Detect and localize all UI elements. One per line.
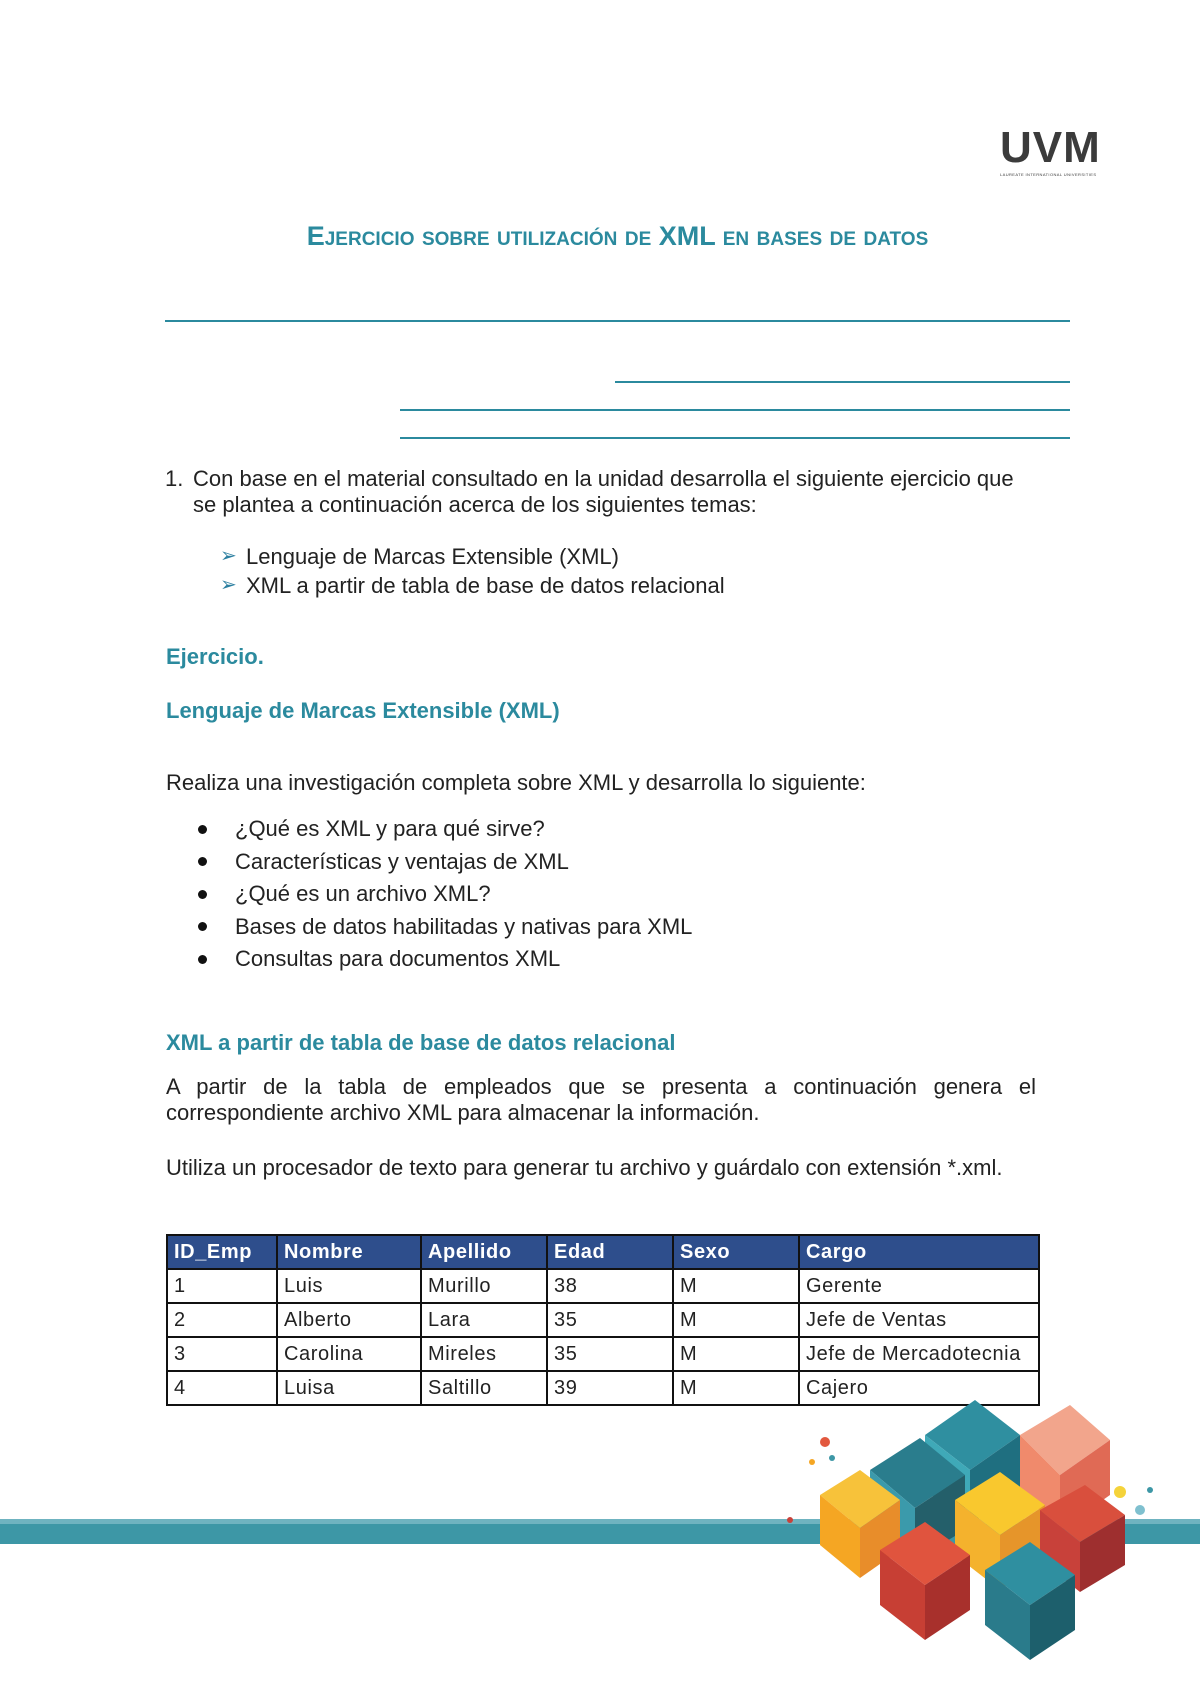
column-header: ID_Emp — [167, 1235, 277, 1269]
intro-line1: Con base en el material consultado en la unidad desarrolla el siguiente ejercicio que — [193, 466, 1014, 491]
section2-paragraph-1: A partir de la tabla de empleados que se presenta a continuación genera el correspondiente archivo XML para almacenar la información. — [166, 1074, 1036, 1125]
bullet-icon — [198, 922, 207, 931]
table-cell: 2 — [167, 1303, 277, 1337]
table-cell: Jefe de Ventas — [799, 1303, 1039, 1337]
table-cell: M — [673, 1269, 799, 1303]
blank-line-1 — [615, 381, 1070, 383]
section1-list — [198, 813, 692, 976]
table-cell: Mireles — [421, 1337, 547, 1371]
list-item: ➢ XML a partir de tabla de base de datos relacional — [220, 573, 725, 598]
table-row — [167, 1303, 1039, 1337]
table-cell: Murillo — [421, 1269, 547, 1303]
table-cell: Luis — [277, 1269, 421, 1303]
employees-table — [166, 1234, 1040, 1406]
table-cell: 38 — [547, 1269, 673, 1303]
column-header: Edad — [547, 1235, 673, 1269]
table-cell: Jefe de Mercadotecnia — [799, 1337, 1039, 1371]
intro-line2: se plantea a continuación acerca de los siguientes temas: — [193, 492, 757, 517]
table-cell: Luisa — [277, 1371, 421, 1405]
footer-decoration — [0, 1400, 1200, 1696]
table-row — [167, 1269, 1039, 1303]
bullet-icon — [198, 890, 207, 899]
document-title: Ejercicio sobre utilización de XML en bases de datos — [306, 221, 929, 251]
intro-number: 1. — [165, 466, 184, 491]
table-cell: M — [673, 1303, 799, 1337]
table-cell: M — [673, 1371, 799, 1405]
section2-heading: XML a partir de tabla de base de datos relacional — [166, 1030, 676, 1055]
logo-text: UVM — [1000, 123, 1101, 172]
column-header: Apellido — [421, 1235, 547, 1269]
bullet-icon — [198, 825, 207, 834]
exercise-heading: Ejercicio. — [166, 644, 264, 669]
table-cell: Gerente — [799, 1269, 1039, 1303]
table-cell: 1 — [167, 1269, 277, 1303]
list-item: ¿Qué es un archivo XML? — [198, 878, 692, 911]
section2-paragraph-2: Utiliza un procesador de texto para generar tu archivo y guárdalo con extensión *.xml. — [166, 1155, 1003, 1180]
arrow-bullet-icon: ➢ — [220, 545, 237, 567]
table-cell: M — [673, 1337, 799, 1371]
blank-line-2 — [400, 409, 1070, 411]
column-header: Nombre — [277, 1235, 421, 1269]
list-item: ¿Qué es XML y para qué sirve? — [198, 813, 692, 846]
table-cell: 3 — [167, 1337, 277, 1371]
list-item: ➢ Lenguaje de Marcas Extensible (XML) — [220, 544, 619, 569]
table-header-row — [167, 1235, 1039, 1269]
table-row — [167, 1337, 1039, 1371]
table-cell: 4 — [167, 1371, 277, 1405]
title-rule — [165, 320, 1070, 322]
list-item: Bases de datos habilitadas y nativas para XML — [198, 911, 692, 944]
table-cell: 35 — [547, 1337, 673, 1371]
table-cell: 39 — [547, 1371, 673, 1405]
cube-cluster — [820, 1400, 1125, 1660]
table-cell: Lara — [421, 1303, 547, 1337]
logo-subtext: LAUREATE INTERNATIONAL UNIVERSITIES — [1000, 172, 1097, 177]
list-item: Consultas para documentos XML — [198, 943, 692, 976]
section1-heading: Lenguaje de Marcas Extensible (XML) — [166, 698, 560, 723]
table-cell: Cajero — [799, 1371, 1039, 1405]
table-cell: Alberto — [277, 1303, 421, 1337]
column-header: Sexo — [673, 1235, 799, 1269]
table-cell: Saltillo — [421, 1371, 547, 1405]
bullet-icon — [198, 857, 207, 866]
blank-line-3 — [400, 437, 1070, 439]
intro-paragraph — [165, 466, 1070, 518]
table-cell: Carolina — [277, 1337, 421, 1371]
table-cell: 35 — [547, 1303, 673, 1337]
topics-list — [220, 542, 725, 600]
bullet-icon — [198, 955, 207, 964]
section1-instruction: Realiza una investigación completa sobre XML y desarrolla lo siguiente: — [166, 770, 866, 795]
column-header: Cargo — [799, 1235, 1039, 1269]
list-item: Características y ventajas de XML — [198, 846, 692, 879]
uvm-logo — [1000, 123, 1122, 177]
arrow-bullet-icon: ➢ — [220, 574, 237, 596]
